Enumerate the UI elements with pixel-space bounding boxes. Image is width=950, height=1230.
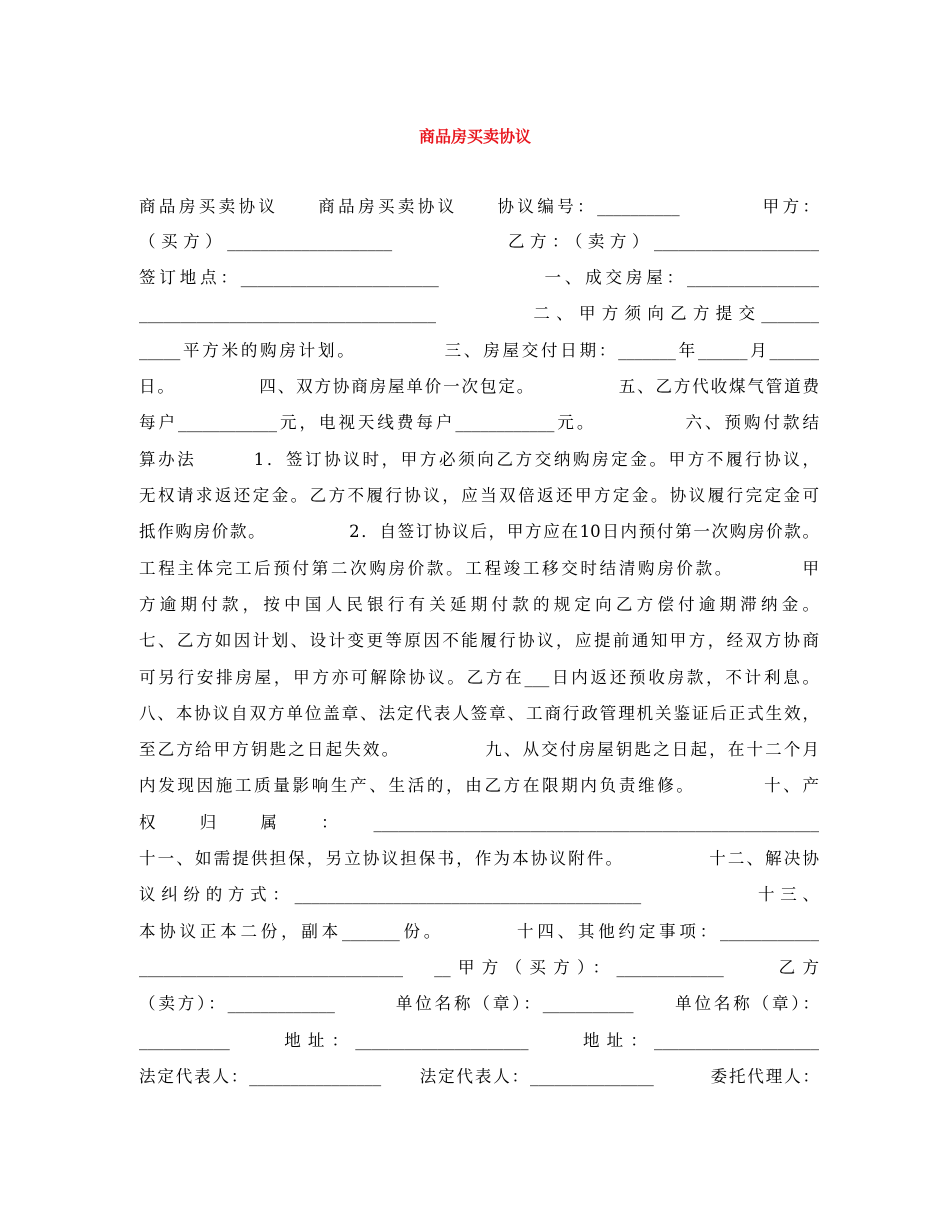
body-line: 工程主体完工后预付第二次购房价款。工程竣工移交时结清购房价款。 甲 <box>139 559 819 578</box>
body-line: 本协议正本二份，副本_______份。 十四、其他约定事项：____________ <box>139 922 819 941</box>
body-line: 抵作购房价款。 2．自签订协议后，甲方应在10日内预付第一次购房价款。 <box>139 522 819 541</box>
body-line: 议纠纷的方式：__________________________________________ 十三、 <box>139 885 819 904</box>
body-line: （买方）____________________ 乙方：（卖方）____________________ <box>139 232 819 251</box>
body-line: 商品房买卖协议 商品房买卖协议 协议编号：__________ 甲方： <box>139 197 819 216</box>
body-line: 权 归 属 ： ______________________________________________________ <box>139 813 819 832</box>
body-line: 至乙方给甲方钥匙之日起失效。 九、从交付房屋钥匙之日起，在十二个月 <box>139 740 819 759</box>
body-line: ________________________________ __甲方（买方）：_____________ 乙方 <box>139 958 819 977</box>
body-line: ___________ 地址：_____________________ 地址：____________________ <box>139 1031 819 1050</box>
body-line: 法定代表人：________________ 法定代表人：_______________ 委托代理人： <box>139 1067 819 1086</box>
body-line: 每户____________元，电视天线费每户____________元。 六、预购付款结 <box>139 413 819 432</box>
body-line: 无权请求返还定金。乙方不履行协议，应当双倍返还甲方定金。协议履行完定金可 <box>139 486 819 505</box>
body-line: 七、乙方如因计划、设计变更等原因不能履行协议，应提前通知甲方，经双方协商 <box>139 631 819 650</box>
document-title: 商品房买卖协议 <box>418 127 531 146</box>
body-line: _____平方米的购房计划。 三、房屋交付日期：_______年______月______ <box>139 341 819 360</box>
body-line: 八、本协议自双方单位盖章、法定代表人签章、工商行政管理机关鉴证后正式生效， <box>139 704 819 723</box>
body-line: 内发现因施工质量影响生产、生活的，由乙方在限期内负责维修。 十、产 <box>139 776 819 795</box>
body-line: （卖方）：_____________ 单位名称（章）：___________ 单位名称（章）： <box>139 994 819 1013</box>
body-line: 算办法 1．签订协议时，甲方必须向乙方交纳购房定金。甲方不履行协议， <box>139 450 819 469</box>
body-line: 十一、如需提供担保，另立协议担保书，作为本协议附件。 十二、解决协 <box>139 849 819 868</box>
body-line: 可另行安排房屋，甲方亦可解除协议。乙方在___日内返还预收房款，不计利息。 <box>139 668 819 687</box>
body-line: 日。 四、双方协商房屋单价一次包定。 五、乙方代收煤气管道费 <box>139 377 819 396</box>
body-line: 方逾期付款，按中国人民银行有关延期付款的规定向乙方偿付逾期滞纳金。 <box>139 595 819 614</box>
body-line: ____________________________________ 二、甲方须向乙方提交_______ <box>139 304 819 323</box>
body-line: 签订地点：________________________ 一、成交房屋：________________ <box>139 268 819 287</box>
